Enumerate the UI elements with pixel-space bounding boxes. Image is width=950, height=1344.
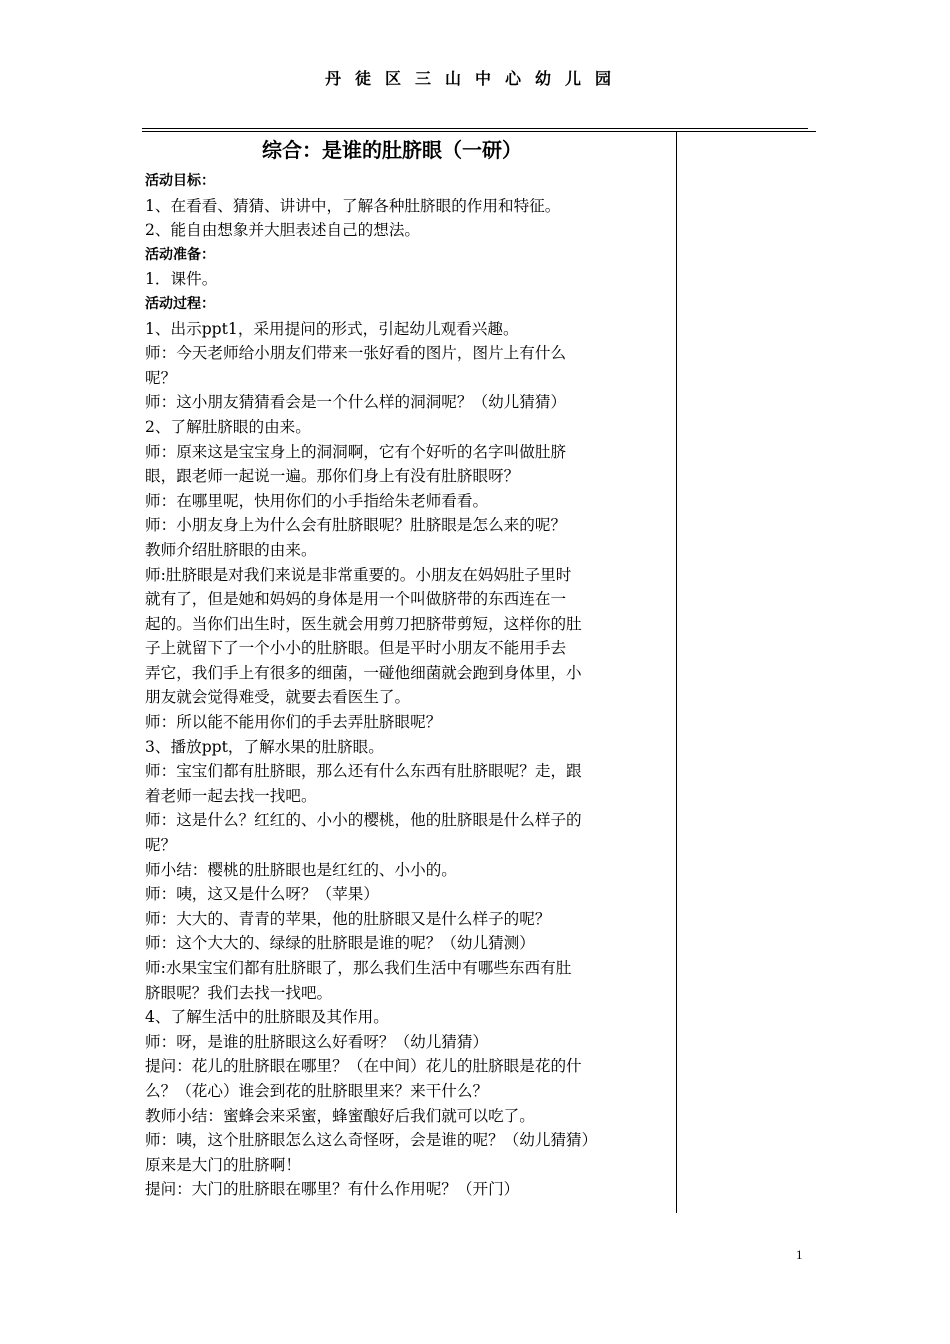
header-divider-top [142, 128, 808, 129]
page-header: 丹徒区三山中心幼儿园 [324, 69, 625, 88]
text-line: 师:水果宝宝们都有肚脐眼了，那么我们生活中有哪些东西有肚 [145, 959, 572, 977]
text-line: 子上就留下了一个小小的肚脐眼。但是平时小朋友不能用手去 [145, 639, 567, 658]
text-line: 师：所以能不能用你们的手去弄肚脐眼呢？ [145, 713, 442, 732]
text-line: 1．课件。 [145, 270, 218, 289]
text-line: 着老师一起去找一找吧。 [145, 786, 317, 805]
text-line: 脐眼呢？我们去找一找吧。 [145, 983, 333, 1002]
page-number: 1 [796, 1247, 803, 1262]
text-line: 师：这小朋友猜猜看会是一个什么样的洞洞呢？（幼儿猜猜） [145, 393, 567, 412]
text-line: 提问：花儿的肚脐眼在哪里？（在中间）花儿的肚脐眼是花的什 [145, 1057, 582, 1076]
text-line: 2、了解肚脐眼的由来。 [145, 417, 311, 436]
text-line: 起的。当你们出生时，医生就会用剪刀把脐带剪短，这样你的肚 [145, 614, 582, 633]
text-line: 师：大大的、青青的苹果，他的肚脐眼又是什么样子的呢？ [145, 909, 551, 928]
text-line: 师：这是什么？红红的、小小的樱桃，他的肚脐眼是什么样子的 [145, 811, 582, 830]
text-line: 么？（花心）谁会到花的肚脐眼里来？来干什么？ [145, 1081, 489, 1100]
text-line: 师：这个大大的、绿绿的肚脐眼是谁的呢？（幼儿猜测） [145, 934, 535, 953]
text-line: 1、出示ppt1，采用提问的形式，引起幼儿观看兴趣。 [145, 319, 519, 338]
section-heading: 活动准备： [145, 246, 215, 263]
text-line: 师：宝宝们都有肚脐眼，那么还有什么东西有肚脐眼呢？走，跟 [145, 762, 582, 781]
text-line: 就有了，但是她和妈妈的身体是用一个叫做脐带的东西连在一 [145, 590, 567, 609]
text-line: 弄它，我们手上有很多的细菌，一碰他细菌就会跑到身体里，小 [145, 663, 582, 682]
text-line: 师：呀，是谁的肚脐眼这么好看呀？（幼儿猜猜） [145, 1032, 489, 1051]
text-line: 教师小结：蜜蜂会来采蜜，蜂蜜酿好后我们就可以吃了。 [145, 1106, 535, 1125]
section-heading: 活动目标： [145, 173, 215, 189]
text-line: 3、播放ppt，了解水果的肚脐眼。 [145, 737, 384, 756]
text-line: 4、了解生活中的肚脐眼及其作用。 [145, 1008, 389, 1027]
text-line: 呢？ [145, 368, 177, 387]
text-line: 眼，跟老师一起说一遍。那你们身上有没有肚脐眼呀？ [145, 467, 520, 486]
section-heading: 活动过程： [145, 295, 215, 312]
text-line: 师：小朋友身上为什么会有肚脐眼呢？肚脐眼是怎么来的呢？ [145, 516, 567, 535]
text-line: 师:肚脐眼是对我们来说是非常重要的。小朋友在妈妈肚子里时 [145, 565, 572, 584]
text-line: 朋友就会觉得难受，就要去看医生了。 [145, 688, 411, 707]
document-title: 综合：是谁的肚脐眼（一研） [262, 138, 522, 162]
text-line: 1、在看看、猜猜、讲讲中，了解各种肚脐眼的作用和特征。 [145, 196, 561, 215]
text-line: 师：原来这是宝宝身上的洞洞啊，它有个好听的名字叫做肚脐 [145, 442, 567, 461]
text-line: 师小结：樱桃的肚脐眼也是红红的、小小的。 [145, 860, 457, 879]
text-line: 教师介绍肚脐眼的由来。 [145, 540, 317, 559]
text-line: 原来是大门的肚脐啊！ [145, 1155, 301, 1174]
text-line: 提问：大门的肚脐眼在哪里？有什么作用呢？（开门） [145, 1180, 520, 1199]
table-right-border [676, 131, 677, 1213]
document-body [145, 131, 673, 1202]
text-line: 师：在哪里呢，快用你们的小手指给朱老师看看。 [145, 491, 489, 510]
text-line: 师：今天老师给小朋友们带来一张好看的图片，图片上有什么 [145, 344, 567, 363]
text-line: 师：咦，这个肚脐眼怎么这么奇怪呀，会是谁的呢？（幼儿猜猜） [145, 1131, 598, 1150]
text-line: 呢？ [145, 836, 177, 855]
text-line: 2、能自由想象并大胆表述自己的想法。 [145, 221, 421, 240]
text-line: 师：咦，这又是什么呀？（苹果） [145, 885, 379, 904]
document-lines [145, 169, 673, 1202]
